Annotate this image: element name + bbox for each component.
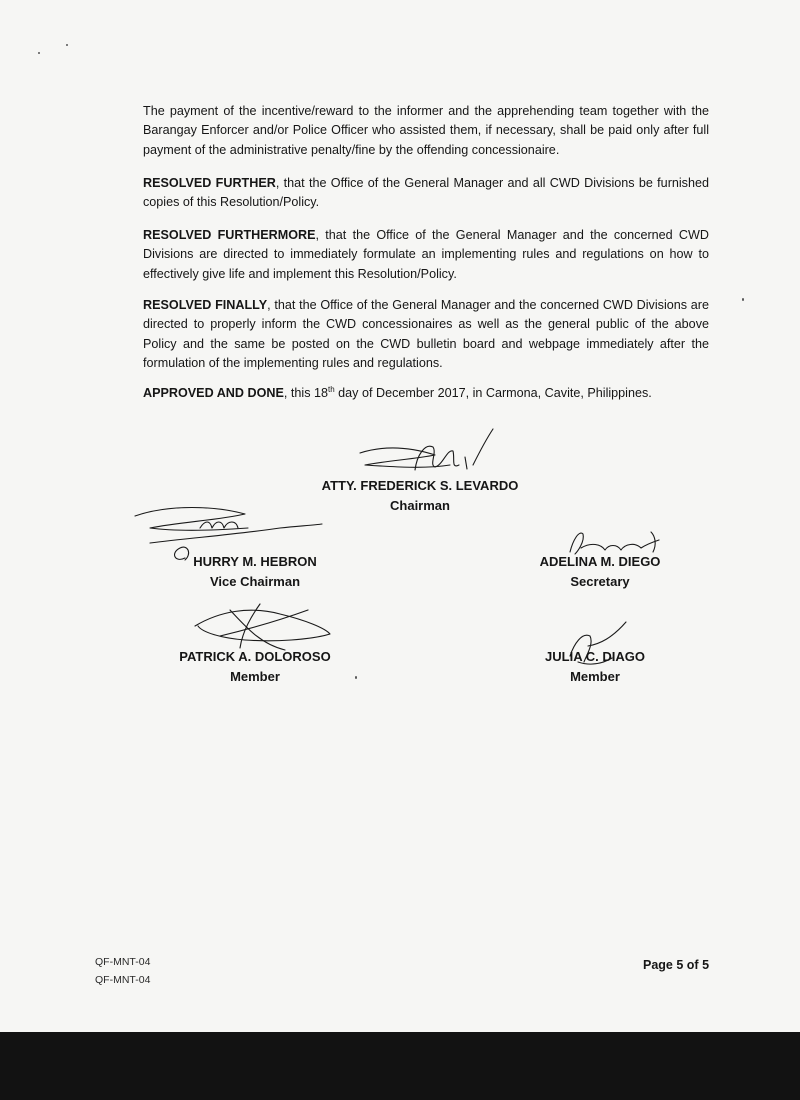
signatory-name: PATRICK A. DOLOROSO — [179, 649, 331, 664]
signatory-role: Secretary — [570, 574, 630, 589]
scan-speck — [742, 298, 744, 301]
scan-speck — [355, 676, 357, 679]
paragraph-approved-and-done — [143, 380, 709, 403]
signatory-role: Vice Chairman — [209, 574, 301, 589]
signatory-member-diago — [520, 647, 670, 687]
signatory-name: HURRY M. HEBRON — [193, 554, 317, 569]
signatory-name: JULIA C. DIAGO — [545, 649, 645, 664]
form-code: QF-MNT-04 — [95, 956, 151, 968]
page-of: of — [683, 958, 703, 972]
scan-speck — [38, 52, 40, 54]
paragraph-text: The payment of the incentive/reward to the informer and the apprehending team together with the Barangay Enforcer and/or Police Officer who assisted them, if necessary, shall be paid only after full payment of the administrative penalty/fine by the offending concessionaire. — [143, 104, 709, 157]
paragraph-text: , this 18 — [283, 386, 328, 401]
paragraph-text: , that the Office of the General Manager and the concerned CWD Divisions are directed to immediately formulate an implementing rules and regulations on how to effectively give life and implement this Resolution/Policy. — [143, 228, 709, 281]
signatory-role: Member — [230, 669, 280, 684]
date-ordinal-suffix: th — [328, 385, 335, 394]
paragraph-resolved-furthermore — [143, 226, 709, 284]
scan-dark-edge — [0, 1032, 800, 1100]
paragraph-lead: RESOLVED FURTHER — [143, 176, 276, 190]
paragraph-lead: APPROVED AND DONE — [143, 386, 284, 401]
page-total: 5 — [702, 958, 710, 972]
signatory-role: Member — [570, 669, 620, 684]
signatory-role: Chairman — [390, 498, 450, 513]
paragraph-resolved-finally — [143, 296, 709, 373]
page-number — [643, 958, 709, 972]
paragraph-text: day of December 2017, in Carmona, Cavite, Philippines. — [334, 386, 652, 401]
page-current: 5 — [676, 958, 684, 972]
paragraph-text: , that the Office of the General Manager and all CWD Divisions be furnished copies of this Resolution/Policy. — [143, 176, 709, 210]
signatory-secretary — [510, 552, 690, 592]
paragraph-lead: RESOLVED FURTHERMORE — [143, 228, 316, 242]
signatory-name: ADELINA M. DIEGO — [539, 554, 661, 569]
scan-speck — [66, 44, 68, 46]
paragraph-text: , that the Office of the General Manager and the concerned CWD Divisions are directed to properly inform the CWD concessionaires as well as the general public of the above Policy and the same be posted on the CWD bulletin board and webpage immediately after the formulation of the implementing rules and regulations. — [143, 298, 709, 370]
signatory-vice-chairman — [160, 552, 350, 592]
signatory-name: ATTY. FREDERICK S. LEVARDO — [321, 478, 519, 493]
paragraph-lead: RESOLVED FINALLY — [143, 298, 268, 312]
signatory-chairman — [310, 476, 530, 516]
signatory-member-doloroso — [165, 647, 345, 687]
page-label: Page — [643, 958, 677, 972]
paragraph-resolved-further — [143, 174, 709, 213]
form-code: QF-MNT-04 — [95, 974, 151, 986]
paragraph-incentive-payment — [143, 102, 709, 160]
